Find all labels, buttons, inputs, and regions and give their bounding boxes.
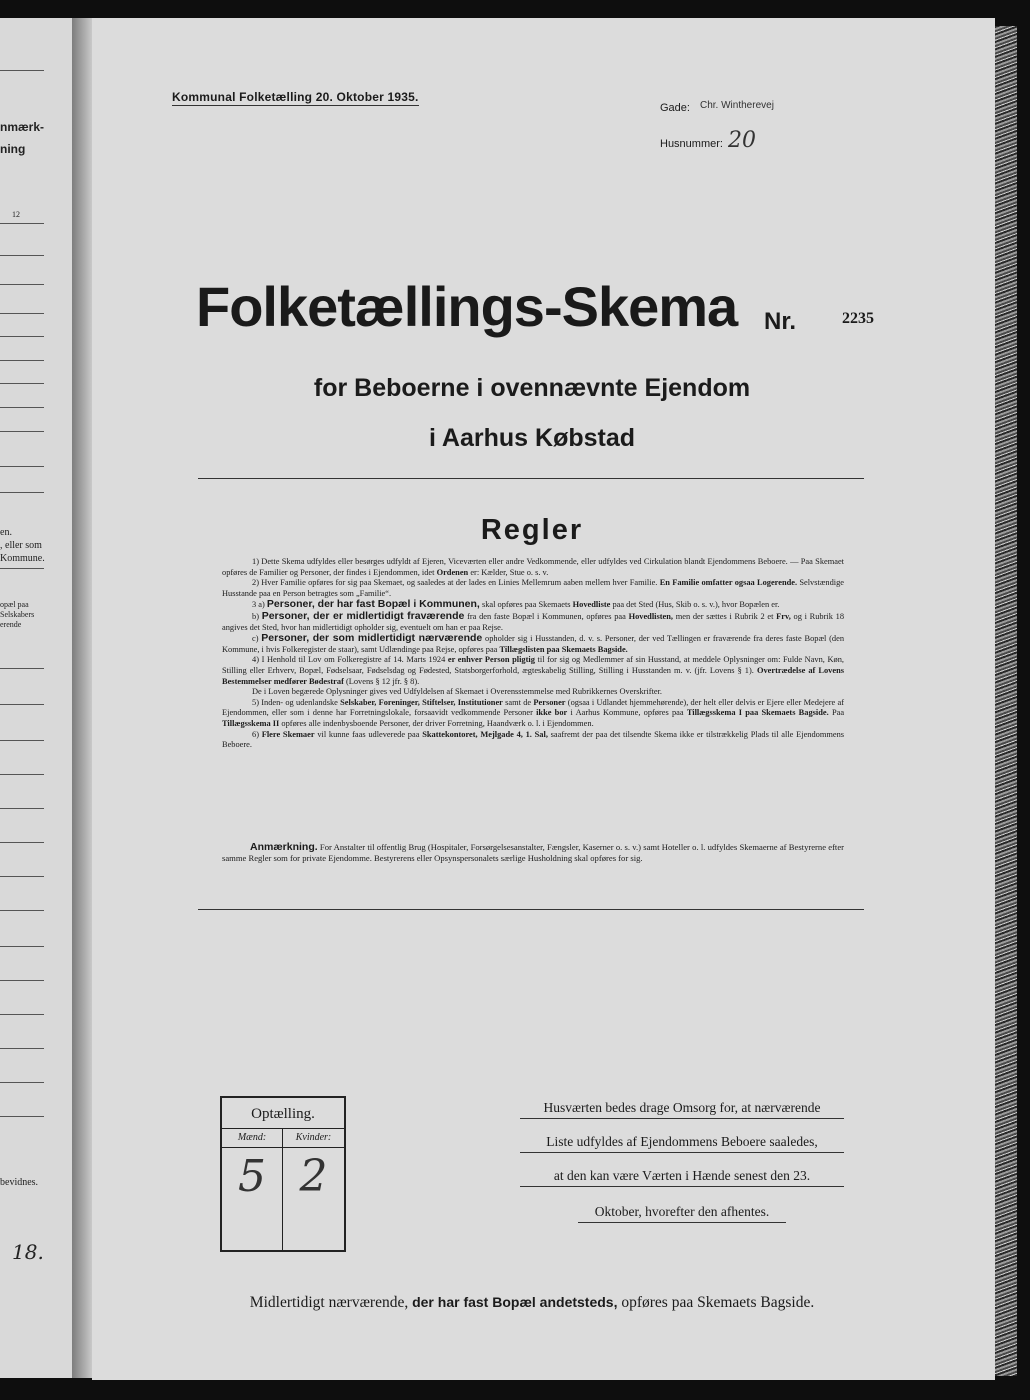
house-number-value: 20 [728, 128, 756, 153]
left-bottom-text: bevidnes. [0, 1177, 39, 1188]
rule-text: i Aarhus Kommune, opføres paa [570, 708, 684, 718]
form-nr-label: Nr. [764, 308, 797, 335]
left-text-line: erende [0, 620, 22, 629]
rule-text: Selvstændige Husstande paa en Person betragtes som „Familie“. [222, 578, 845, 598]
rule-text: til for sig og Medlemmer af sin Husstand, at meddele Oplysninger om: Fulde Navn, Køn, Stilling eller Erhverv, Bopæl, Fødselsaar, Fødselsdag og Fødested, Statsborgerforhold, ægteskabelig Stilling, Stilling i Husstanden m. v. (jfr. Lovens § 1). [222, 655, 845, 675]
rule-text: 6) [252, 729, 259, 739]
footer-note [92, 1294, 972, 1312]
rule-text: er: Kælder, Stue o. s. v. [470, 567, 549, 577]
remark-text: For Anstalter til offentlig Brug (Hospitaler, Forsørgelsesanstalter, Fængsler, Kaserner o. s. v.) samt Hoteller o. l. udfyldes Skemaerne af Bestyrerne efter samme Regler som for private Ejendomme. Bestyrerens eller Opsynspersonalets særlige Husholdning skal opføres for sig. [222, 842, 844, 863]
rule-text: c) [252, 634, 259, 644]
landlord-notice-line: Liste udfyldes af Ejendommens Beboere saaledes, [520, 1134, 844, 1153]
rule-bold: Flere Skemaer [261, 729, 315, 739]
form-rule [0, 740, 44, 741]
rule-emphasis: Personer, der som midlertidigt nærværende [261, 632, 483, 645]
rule-text: 5) Inden- og udenlandske [252, 697, 338, 707]
form-rule [0, 383, 44, 384]
rule-emphasis: Personer, der er midlertidigt fraværende [261, 609, 465, 622]
tally-women-value: 2 [299, 1151, 328, 1202]
rule-6 [222, 730, 844, 751]
rule-text: b) [252, 611, 259, 621]
rule-bold: Overtrædelse af Lovens Bestemmelser medfører Bødestraf [222, 665, 844, 686]
form-rule [0, 466, 44, 467]
form-title: Folketællings-Skema [196, 275, 738, 338]
footer-text: Midlertidigt nærværende, [249, 1294, 409, 1311]
rule-bold: Tillægsskema I paa Skemaets Bagside. [686, 708, 829, 718]
left-column-number: 12 [12, 210, 20, 219]
rule-4-note [222, 687, 844, 698]
rules-text [222, 557, 844, 751]
house-number-label: Husnummer: [660, 138, 723, 150]
rule-text: De i Loven begærede Oplysninger gives ved Udfyldelsen af Skemaet i Overensstemmelse med Rubrikkernes Overskrifter. [252, 687, 663, 697]
landlord-notice-line: Husværten bedes drage Omsorg for, at nærværende [520, 1100, 844, 1119]
rule-1 [222, 557, 844, 578]
footer-text: opføres paa Skemaets Bagside. [621, 1294, 815, 1311]
left-text-line: , eller som [0, 540, 42, 551]
rule-text: opholder sig i Husstanden, d. v. s. Personer, der ved Tællingen er fraværende fra deres faste Bopæl (den Kommune, i hvis Folkeregister de staar), samt Udlændinge paa Rejse, opføres paa [222, 634, 845, 654]
form-rule [0, 774, 44, 775]
left-text-b [0, 600, 34, 630]
form-rule [0, 360, 44, 361]
left-heading [0, 116, 44, 160]
left-heading-line2: ning [0, 142, 26, 156]
form-rule [0, 668, 44, 669]
form-rule [0, 284, 44, 285]
rule-5 [222, 698, 844, 730]
rule-bold: Skattekontoret, Mejlgade 4, 1. Sal, [422, 729, 548, 739]
rule-text: skal opføres paa Skemaets [481, 600, 571, 610]
form-rule [0, 842, 44, 843]
tally-title: Optælling. [222, 1098, 344, 1129]
rule-text: 4) I Henhold til Lov om Folkeregistre af 14. Marts 1924 [252, 655, 446, 665]
form-rule [0, 431, 44, 432]
divider [198, 909, 864, 910]
left-text-line: en. [0, 527, 12, 538]
form-rule [0, 876, 44, 877]
rule-text: 2) Hver Familie opføres for sig paa Skemaet, og saaledes at der lades en Linies Mellemrum aaben mellem hver Familie. [252, 578, 658, 588]
form-rule [0, 704, 44, 705]
rule-bold: Hovedlisten, [628, 611, 673, 621]
census-line: Kommunal Folketælling 20. Oktober 1935. [172, 90, 419, 104]
form-rule [0, 910, 44, 911]
form-rule [0, 255, 44, 256]
form-rule [0, 1082, 44, 1083]
form-rule [0, 492, 44, 493]
rule-text: men der sættes i Rubrik 2 et [675, 611, 774, 621]
divider [198, 478, 864, 479]
rule-text: opføres alle indenbysboende Personer, der driver Forretning, Haandværk o. l. i Ejendommen. [281, 718, 594, 728]
rule-text: 3 a) [252, 600, 265, 610]
left-heading-line1: nmærk- [0, 120, 45, 134]
rule-text: 1) Dette Skema udfyldes eller besørges udfyldt af Ejeren, Viceværten eller andre Vedkommende, eller udfyldes ved Cirkulation blandt Ejendommens Beboere. — Paa Skemaet opføres de Familier og Personer, der findes i Ejendommen, idet [222, 557, 844, 577]
left-text-a [0, 526, 45, 565]
rule-bold: Selskaber, Foreninger, Stiftelser, Institutioner [340, 697, 503, 707]
form-rule [0, 70, 44, 71]
form-rule [0, 313, 44, 314]
book-binding [995, 26, 1017, 1376]
census-form-page [92, 18, 995, 1380]
rule-text: (Lovens § 12 jfr. § 8). [345, 676, 420, 686]
rule-bold: ikke bor [536, 708, 568, 718]
tally-men-value: 5 [238, 1151, 266, 1202]
rule-4 [222, 655, 844, 687]
rule-bold: Hovedliste [572, 600, 611, 610]
tally-box [220, 1096, 346, 1252]
left-text-line: opæl paa [0, 600, 29, 609]
rule-bold: Ordenen [436, 567, 469, 577]
form-rule [0, 946, 44, 947]
tally-women-column [283, 1129, 344, 1250]
form-rule [0, 1014, 44, 1015]
rule-emphasis: Personer, der har fast Bopæl i Kommunen, [266, 598, 480, 611]
rule-text: vil kunne faas udleverede paa [317, 729, 420, 739]
rule-bold: Tillægsskema II [222, 718, 280, 728]
rule-text: saafremt der paa det tilsendte Skema ikke er tilstrækkelig Plads til alle Ejendommens Beboere. [222, 729, 845, 750]
remark [222, 842, 844, 864]
form-rule [0, 808, 44, 809]
remark-label: Anmærkning. [250, 841, 318, 853]
form-rule [0, 980, 44, 981]
rule-3c [222, 633, 844, 655]
rule-bold: Tillægslisten paa Skemaets Bagside. [499, 644, 628, 654]
rule-2 [222, 578, 844, 599]
tally-men-label: Mænd: [222, 1129, 282, 1148]
previous-page-edge [0, 18, 73, 1378]
rule-text: samt de [505, 697, 532, 707]
form-rule [0, 407, 44, 408]
left-handwritten-number: 18. [12, 1240, 44, 1264]
rule-text: fra den faste Bopæl i Kommunen, opføres paa [467, 611, 626, 621]
landlord-notice-line: Oktober, hvorefter den afhentes. [578, 1204, 786, 1223]
form-number: 2235 [842, 310, 874, 327]
book-gutter [72, 18, 92, 1378]
left-text-line: Selskabers [0, 610, 35, 619]
rule-bold: En Familie omfatter ogsaa Logerende. [659, 578, 798, 588]
street-label: Gade: [660, 102, 690, 114]
left-text-line: Kommune. [0, 553, 45, 564]
rule-text: paa det Sted (Hus, Skib o. s. v.), hvor Bopælen er. [612, 600, 780, 610]
rule-text: Paa [831, 708, 845, 718]
tally-men-column [222, 1129, 283, 1250]
landlord-notice-line: at den kan være Værten i Hænde senest den 23. [520, 1168, 844, 1187]
street-value: Chr. Wintherevej [700, 100, 774, 111]
rule-text: og i Rubrik 18 angives det Sted, hvor han midlertidigt opholder sig, eventuelt om han er paa Rejse. [222, 611, 845, 632]
form-rule [0, 223, 44, 224]
tally-women-label: Kvinder: [283, 1129, 344, 1148]
rule-3b [222, 611, 844, 633]
form-rule [0, 1116, 44, 1117]
rule-bold: Frv, [776, 611, 791, 621]
rule-bold: Personer [533, 697, 566, 707]
rule-bold: er enhver Person pligtig [447, 655, 535, 665]
footer-bold: der har fast Bopæl andetsteds, [412, 1294, 618, 1310]
rules-heading: Regler [480, 514, 584, 546]
rule-text: (ogsaa i Udlandet hjemmehørende), der helt eller delvis er Ejere eller Medejere af Ejendommen, eller som i denne har Forretningslokale, forsaavidt vedkommende Personer [222, 697, 844, 718]
form-rule [0, 568, 44, 569]
form-municipality: i Aarhus Købstad [428, 424, 636, 452]
form-rule [0, 1048, 44, 1049]
form-subtitle: for Beboerne i ovennævnte Ejendom [313, 374, 751, 402]
form-rule [0, 336, 44, 337]
